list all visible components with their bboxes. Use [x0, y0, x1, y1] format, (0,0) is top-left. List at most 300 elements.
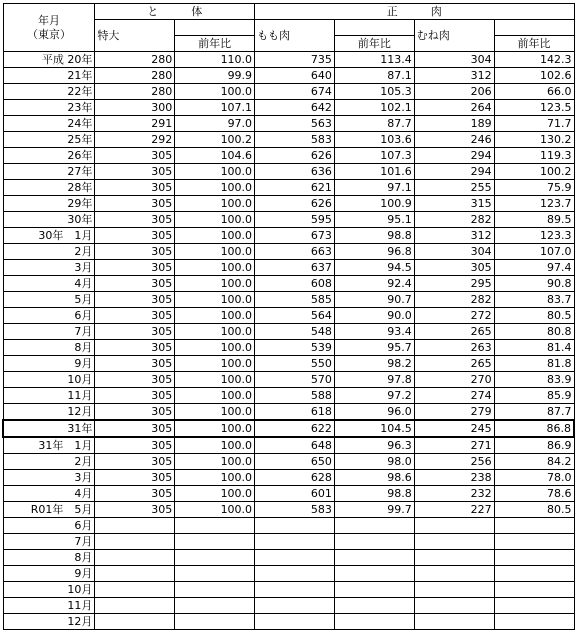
breast-ratio-cell: 130.2 [494, 132, 574, 148]
thigh-price-cell [255, 534, 335, 550]
row-period-label: 2月 [3, 454, 95, 470]
carcass-price-cell: 305 [95, 244, 175, 260]
breast-price-cell [414, 566, 494, 582]
thigh-price-cell [255, 550, 335, 566]
thigh-price-cell: 564 [255, 308, 335, 324]
carcass-ratio-cell: 100.0 [175, 502, 255, 518]
thigh-ratio-cell: 98.8 [334, 486, 414, 502]
row-period-label: 9月 [3, 356, 95, 372]
header-row-1 [3, 4, 574, 20]
carcass-price-cell: 305 [95, 260, 175, 276]
row-period-label: 11月 [3, 388, 95, 404]
carcass-price-cell: 292 [95, 132, 175, 148]
thigh-ratio-cell: 90.0 [334, 308, 414, 324]
thigh-price-cell: 663 [255, 244, 335, 260]
carcass-ratio-cell [175, 582, 255, 598]
table-row [3, 486, 574, 502]
table-row [3, 340, 574, 356]
carcass-price-cell: 305 [95, 196, 175, 212]
thigh-ratio-cell [334, 582, 414, 598]
breast-price-cell: 279 [414, 404, 494, 421]
breast-price-cell: 189 [414, 116, 494, 132]
carcass-ratio-cell: 100.0 [175, 180, 255, 196]
carcass-ratio-cell [175, 518, 255, 534]
breast-ratio-cell [494, 566, 574, 582]
breast-price-cell: 227 [414, 502, 494, 518]
row-period-label: 21年 [3, 68, 95, 84]
breast-ratio-cell: 89.5 [494, 212, 574, 228]
thigh-price-cell: 563 [255, 116, 335, 132]
carcass-price-cell [95, 518, 175, 534]
carcass-ratio-cell: 100.0 [175, 356, 255, 372]
table-row [3, 534, 574, 550]
table-row [3, 518, 574, 534]
table-row [3, 180, 574, 196]
carcass-ratio-cell: 100.0 [175, 437, 255, 454]
carcass-ratio-cell: 107.1 [175, 100, 255, 116]
carcass-ratio-cell: 100.0 [175, 164, 255, 180]
table-row [3, 244, 574, 260]
thigh-label: もも肉 [257, 29, 291, 42]
row-period-label: 12月 [3, 404, 95, 421]
breast-ratio-cell: 90.8 [494, 276, 574, 292]
breast-ratio-cell: 78.6 [494, 486, 574, 502]
carcass-price-cell: 305 [95, 437, 175, 454]
table-row [3, 196, 574, 212]
table-row [3, 356, 574, 372]
carcass-ratio-cell: 100.0 [175, 292, 255, 308]
thigh-header [255, 20, 335, 52]
breast-ratio-cell [494, 534, 574, 550]
thigh-ratio-cell: 113.4 [334, 52, 414, 68]
carcass-ratio-cell: 100.0 [175, 486, 255, 502]
carcass-ratio-cell: 100.0 [175, 260, 255, 276]
carcass-ratio-cell: 100.0 [175, 388, 255, 404]
carcass-price-cell: 300 [95, 100, 175, 116]
thigh-price-cell: 550 [255, 356, 335, 372]
carcass-ratio-cell: 100.0 [175, 470, 255, 486]
breast-price-cell: 232 [414, 486, 494, 502]
carcass-ratio-cell: 100.0 [175, 372, 255, 388]
thigh-price-cell: 621 [255, 180, 335, 196]
carcass-price-cell: 305 [95, 148, 175, 164]
breast-ratio-cell: 83.7 [494, 292, 574, 308]
breast-ratio-header-top [494, 20, 574, 36]
period-column-header [3, 4, 95, 52]
row-period-label: 4月 [3, 486, 95, 502]
thigh-price-cell: 585 [255, 292, 335, 308]
row-period-label: 10月 [3, 372, 95, 388]
table-row [3, 388, 574, 404]
carcass-price-cell [95, 534, 175, 550]
carcass-price-cell: 280 [95, 68, 175, 84]
breast-price-cell: 304 [414, 52, 494, 68]
breast-price-cell: 295 [414, 276, 494, 292]
breast-price-cell: 312 [414, 228, 494, 244]
row-period-label: 7月 [3, 534, 95, 550]
carcass-price-cell [95, 582, 175, 598]
row-period-label: 28年 [3, 180, 95, 196]
carcass-price-cell [95, 550, 175, 566]
thigh-ratio-cell: 92.4 [334, 276, 414, 292]
thigh-price-cell: 640 [255, 68, 335, 84]
carcass-ratio-cell: 100.0 [175, 84, 255, 100]
carcass-price-cell: 305 [95, 180, 175, 196]
breast-ratio-cell: 123.5 [494, 100, 574, 116]
thigh-ratio-cell: 95.7 [334, 340, 414, 356]
thigh-price-cell: 626 [255, 196, 335, 212]
carcass-ratio-cell: 100.0 [175, 244, 255, 260]
breast-ratio-cell [494, 518, 574, 534]
breast-ratio-cell: 86.9 [494, 437, 574, 454]
breast-price-cell: 238 [414, 470, 494, 486]
thigh-ratio-cell: 107.3 [334, 148, 414, 164]
carcass-ratio-cell [175, 550, 255, 566]
row-period-label: 平成 20年 [3, 52, 95, 68]
table-row [3, 614, 574, 630]
carcass-price-cell: 305 [95, 388, 175, 404]
breast-price-cell: 312 [414, 68, 494, 84]
row-period-label: 25年 [3, 132, 95, 148]
table-row [3, 582, 574, 598]
thigh-price-cell: 637 [255, 260, 335, 276]
carcass-price-cell: 305 [95, 356, 175, 372]
breast-price-cell [414, 582, 494, 598]
table-row [3, 212, 574, 228]
carcass-price-cell: 305 [95, 324, 175, 340]
breast-ratio-cell [494, 550, 574, 566]
breast-ratio-cell: 80.5 [494, 502, 574, 518]
breast-ratio-cell: 85.9 [494, 388, 574, 404]
breast-price-cell: 245 [414, 420, 494, 437]
thigh-price-cell [255, 582, 335, 598]
carcass-ratio-cell [175, 534, 255, 550]
row-period-label: 10月 [3, 582, 95, 598]
row-period-label: 3月 [3, 260, 95, 276]
thigh-ratio-cell: 98.0 [334, 454, 414, 470]
carcass-ratio-header: 前年比 [175, 36, 255, 52]
breast-price-cell [414, 598, 494, 614]
carcass-ratio-cell: 104.6 [175, 148, 255, 164]
carcass-ratio-header-top [175, 20, 255, 36]
row-period-label: 30年 [3, 212, 95, 228]
carcass-special-large-label: 特大 [97, 29, 120, 42]
breast-price-cell: 305 [414, 260, 494, 276]
carcass-ratio-cell: 100.2 [175, 132, 255, 148]
row-period-label: 7月 [3, 324, 95, 340]
carcass-ratio-cell: 100.0 [175, 324, 255, 340]
thigh-ratio-cell: 101.6 [334, 164, 414, 180]
breast-ratio-cell: 123.7 [494, 196, 574, 212]
breast-ratio-cell: 142.3 [494, 52, 574, 68]
thigh-price-cell: 674 [255, 84, 335, 100]
table-body [3, 52, 574, 630]
breast-price-cell [414, 614, 494, 630]
breast-ratio-cell: 97.4 [494, 260, 574, 276]
thigh-price-cell: 636 [255, 164, 335, 180]
breast-price-cell [414, 550, 494, 566]
row-period-label: 26年 [3, 148, 95, 164]
thigh-price-cell: 650 [255, 454, 335, 470]
table-row [3, 550, 574, 566]
table-row [3, 100, 574, 116]
thigh-price-cell: 622 [255, 420, 335, 437]
row-period-label: 6月 [3, 308, 95, 324]
thigh-price-cell: 570 [255, 372, 335, 388]
period-header-line2: （東京） [26, 27, 71, 41]
thigh-price-cell: 642 [255, 100, 335, 116]
thigh-ratio-cell: 87.7 [334, 116, 414, 132]
thigh-price-cell: 618 [255, 404, 335, 421]
carcass-ratio-cell: 97.0 [175, 116, 255, 132]
carcass-ratio-cell: 100.0 [175, 196, 255, 212]
carcass-price-cell: 305 [95, 276, 175, 292]
thigh-ratio-cell: 98.8 [334, 228, 414, 244]
thigh-price-cell: 673 [255, 228, 335, 244]
breast-price-cell: 315 [414, 196, 494, 212]
thigh-price-cell: 735 [255, 52, 335, 68]
breast-header [414, 20, 494, 52]
table-row [3, 372, 574, 388]
thigh-ratio-cell [334, 598, 414, 614]
table-row [3, 228, 574, 244]
breast-ratio-cell: 66.0 [494, 84, 574, 100]
table-row [3, 52, 574, 68]
carcass-ratio-cell: 100.0 [175, 454, 255, 470]
carcass-special-large-header [95, 20, 175, 52]
breast-price-cell: 304 [414, 244, 494, 260]
thigh-ratio-cell: 87.1 [334, 68, 414, 84]
breast-price-cell: 272 [414, 308, 494, 324]
carcass-ratio-cell [175, 614, 255, 630]
breast-ratio-cell: 81.8 [494, 356, 574, 372]
carcass-group-header: と 体 [95, 4, 255, 20]
carcass-price-cell: 305 [95, 308, 175, 324]
breast-price-cell: 256 [414, 454, 494, 470]
carcass-price-cell: 280 [95, 84, 175, 100]
breast-ratio-cell: 78.0 [494, 470, 574, 486]
breast-price-cell: 206 [414, 84, 494, 100]
thigh-ratio-cell: 94.5 [334, 260, 414, 276]
carcass-price-cell: 305 [95, 292, 175, 308]
thigh-price-cell: 583 [255, 502, 335, 518]
breast-price-cell: 282 [414, 212, 494, 228]
breast-ratio-cell: 83.9 [494, 372, 574, 388]
row-period-label: 8月 [3, 550, 95, 566]
breast-ratio-cell: 123.3 [494, 228, 574, 244]
breast-ratio-cell [494, 598, 574, 614]
carcass-ratio-cell: 100.0 [175, 276, 255, 292]
breast-price-cell: 255 [414, 180, 494, 196]
row-period-label: 24年 [3, 116, 95, 132]
carcass-price-cell: 305 [95, 228, 175, 244]
thigh-ratio-cell: 105.3 [334, 84, 414, 100]
row-period-label: 29年 [3, 196, 95, 212]
carcass-price-cell: 291 [95, 116, 175, 132]
breast-price-cell: 274 [414, 388, 494, 404]
table-row [3, 454, 574, 470]
breast-price-cell: 294 [414, 148, 494, 164]
thigh-price-cell: 601 [255, 486, 335, 502]
row-period-label: 31年 [3, 420, 95, 437]
carcass-price-cell: 305 [95, 470, 175, 486]
meat-group-header: 正 肉 [255, 4, 574, 20]
carcass-price-cell: 305 [95, 340, 175, 356]
breast-price-cell [414, 518, 494, 534]
thigh-ratio-cell: 95.1 [334, 212, 414, 228]
thigh-price-cell [255, 598, 335, 614]
thigh-ratio-cell: 103.6 [334, 132, 414, 148]
table-row [3, 164, 574, 180]
row-period-label: 23年 [3, 100, 95, 116]
breast-ratio-cell [494, 582, 574, 598]
breast-ratio-cell: 107.0 [494, 244, 574, 260]
thigh-ratio-header: 前年比 [334, 36, 414, 52]
row-period-label: 11月 [3, 598, 95, 614]
thigh-ratio-cell: 90.7 [334, 292, 414, 308]
thigh-ratio-cell [334, 534, 414, 550]
thigh-price-cell: 548 [255, 324, 335, 340]
thigh-price-cell: 628 [255, 470, 335, 486]
thigh-ratio-cell [334, 550, 414, 566]
table-row [3, 324, 574, 340]
carcass-price-cell: 305 [95, 420, 175, 437]
breast-price-cell: 265 [414, 324, 494, 340]
table-row [3, 308, 574, 324]
carcass-price-cell: 280 [95, 52, 175, 68]
thigh-ratio-cell: 104.5 [334, 420, 414, 437]
thigh-ratio-cell: 93.4 [334, 324, 414, 340]
carcass-price-cell [95, 614, 175, 630]
thigh-ratio-cell: 98.2 [334, 356, 414, 372]
carcass-price-cell: 305 [95, 404, 175, 421]
breast-price-cell [414, 534, 494, 550]
breast-ratio-cell: 87.7 [494, 404, 574, 421]
carcass-ratio-cell [175, 566, 255, 582]
carcass-price-cell: 305 [95, 164, 175, 180]
thigh-price-cell: 539 [255, 340, 335, 356]
carcass-ratio-cell: 99.9 [175, 68, 255, 84]
breast-ratio-cell: 80.8 [494, 324, 574, 340]
carcass-ratio-cell: 100.0 [175, 228, 255, 244]
thigh-ratio-cell [334, 518, 414, 534]
thigh-price-cell [255, 614, 335, 630]
row-period-label: 31年 1月 [3, 437, 95, 454]
breast-ratio-cell: 81.4 [494, 340, 574, 356]
row-period-label: 6月 [3, 518, 95, 534]
breast-ratio-header: 前年比 [494, 36, 574, 52]
breast-ratio-cell: 71.7 [494, 116, 574, 132]
table-row [3, 84, 574, 100]
table-row [3, 116, 574, 132]
thigh-ratio-cell: 96.3 [334, 437, 414, 454]
breast-ratio-cell [494, 614, 574, 630]
breast-ratio-cell: 102.6 [494, 68, 574, 84]
carcass-price-cell: 305 [95, 212, 175, 228]
breast-ratio-cell: 84.2 [494, 454, 574, 470]
breast-price-cell: 282 [414, 292, 494, 308]
breast-price-cell: 271 [414, 437, 494, 454]
table-row [3, 598, 574, 614]
thigh-ratio-cell [334, 614, 414, 630]
breast-price-cell: 294 [414, 164, 494, 180]
table-row [3, 260, 574, 276]
thigh-ratio-cell: 99.7 [334, 502, 414, 518]
table-row [3, 68, 574, 84]
table-row [3, 404, 574, 421]
thigh-price-cell: 595 [255, 212, 335, 228]
thigh-price-cell [255, 518, 335, 534]
table-row [3, 470, 574, 486]
carcass-ratio-cell: 100.0 [175, 308, 255, 324]
table-row [3, 292, 574, 308]
thigh-ratio-cell: 97.1 [334, 180, 414, 196]
carcass-ratio-cell: 100.0 [175, 212, 255, 228]
breast-price-cell: 265 [414, 356, 494, 372]
breast-ratio-cell: 100.2 [494, 164, 574, 180]
thigh-price-cell [255, 566, 335, 582]
thigh-price-cell: 626 [255, 148, 335, 164]
table-row [3, 148, 574, 164]
carcass-ratio-cell: 100.0 [175, 420, 255, 437]
carcass-price-cell: 305 [95, 454, 175, 470]
carcass-ratio-cell: 110.0 [175, 52, 255, 68]
carcass-ratio-cell: 100.0 [175, 404, 255, 421]
carcass-price-cell: 305 [95, 502, 175, 518]
breast-price-cell: 264 [414, 100, 494, 116]
thigh-ratio-cell: 100.9 [334, 196, 414, 212]
table-row [3, 420, 574, 437]
period-header-line1: 年月 [37, 13, 60, 27]
row-period-label: 12月 [3, 614, 95, 630]
row-period-label: 5月 [3, 292, 95, 308]
breast-ratio-cell: 80.5 [494, 308, 574, 324]
table-row [3, 276, 574, 292]
thigh-ratio-cell: 98.6 [334, 470, 414, 486]
breast-price-cell: 270 [414, 372, 494, 388]
thigh-ratio-cell: 102.1 [334, 100, 414, 116]
thigh-ratio-cell: 96.0 [334, 404, 414, 421]
thigh-ratio-cell: 97.2 [334, 388, 414, 404]
table-row [3, 566, 574, 582]
carcass-price-cell [95, 566, 175, 582]
row-period-label: 27年 [3, 164, 95, 180]
thigh-ratio-cell [334, 566, 414, 582]
row-period-label: 2月 [3, 244, 95, 260]
carcass-price-cell: 305 [95, 372, 175, 388]
breast-price-cell: 263 [414, 340, 494, 356]
row-period-label: R01年 5月 [3, 502, 95, 518]
breast-ratio-cell: 119.3 [494, 148, 574, 164]
table-row [3, 502, 574, 518]
breast-label: むね肉 [416, 29, 450, 42]
row-period-label: 30年 1月 [3, 228, 95, 244]
carcass-price-cell: 305 [95, 486, 175, 502]
breast-price-cell: 246 [414, 132, 494, 148]
carcass-price-cell [95, 598, 175, 614]
thigh-price-cell: 608 [255, 276, 335, 292]
thigh-price-cell: 583 [255, 132, 335, 148]
row-period-label: 4月 [3, 276, 95, 292]
carcass-ratio-cell [175, 598, 255, 614]
price-table [2, 3, 575, 630]
thigh-ratio-header-top [334, 20, 414, 36]
thigh-price-cell: 648 [255, 437, 335, 454]
carcass-ratio-cell: 100.0 [175, 340, 255, 356]
thigh-price-cell: 588 [255, 388, 335, 404]
row-period-label: 8月 [3, 340, 95, 356]
thigh-ratio-cell: 96.8 [334, 244, 414, 260]
